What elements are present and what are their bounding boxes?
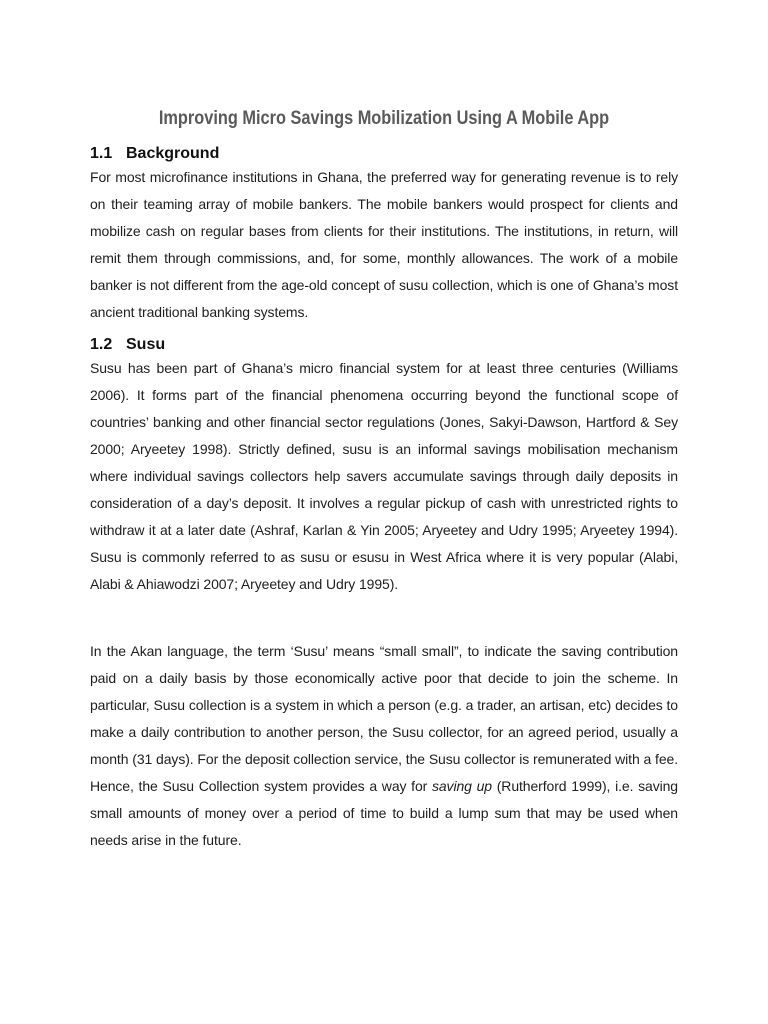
section-number: 1.2 [90,336,113,353]
section-background [90,144,678,326]
akan-paragraph [90,638,678,854]
akan-text-part-1: In the Akan language, the term ‘Susu’ means “small small”, to indicate the saving contribution paid on a daily basis by those economically active poor that decide to join the scheme. In particular, Susu collection is a system in which a person (e.g. a trader, an artisan, etc) decides to make a daily contribution to another person, the Susu collector, for an agreed period, usually a month (31 days). For the deposit collection service, the Susu collector is remunerated with a fee. Hence, the Susu Collection system provides a way for [90,643,678,794]
section-number: 1.1 [90,145,113,162]
background-paragraph: For most microfinance institutions in Ghana, the preferred way for generating revenue is to rely on their teaming array of mobile bankers. The mobile bankers would prospect for clients and mobilize cash on regular bases from clients for their institutions. The institutions, in return, will remit them through commissions, and, for some, monthly allowances. The work of a mobile banker is not different from the age-old concept of susu collection, which is one of Ghana’s most ancient traditional banking systems. [90,169,678,320]
section-heading-text: Background [126,145,220,162]
akan-italic-term: saving up [431,778,492,794]
section-heading-background [90,144,678,164]
document-title: Improving Micro Savings Mobilization Using A Mobile App [158,108,610,129]
akan-text-part-2: (Rutherford 1999), i.e. saving small amounts of money over a period of time to build a lump sum that may be used when needs arise in the future. [90,778,678,848]
susu-paragraph: Susu has been part of Ghana’s micro financial system for at least three centuries (Williams 2006). It forms part of the financial phenomena occurring beyond the functional scope of countries’ banking and other financial sector regulations (Jones, Sakyi-Dawson, Hartford & Sey 2000; Aryeetey 1998). Strictly defined, susu is an informal savings mobilisation mechanism where individual savings collectors help savers accumulate savings through daily deposits in consideration of a day’s deposit. It involves a regular pickup of cash with unrestricted rights to withdraw it at a later date (Ashraf, Karlan & Yin 2005; Aryeetey and Udry 1995; Aryeetey 1994). Susu is commonly referred to as susu or esusu in West Africa where it is very popular (Alabi, Alabi & Ahiawodzi 2007; Aryeetey and Udry 1995). [90,360,678,592]
section-heading-text: Susu [126,336,166,353]
section-heading-susu [90,335,678,355]
section-susu [90,335,678,598]
